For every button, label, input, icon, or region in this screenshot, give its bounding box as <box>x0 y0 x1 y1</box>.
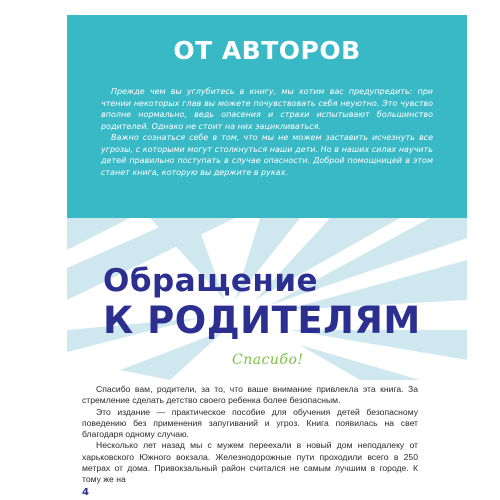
banner-text <box>101 86 433 178</box>
banner-paragraph: Прежде чем вы углубитесь в книгу, мы хотим вас предупредить: при чтении некоторых глав вы можете почувствовать себя неуютно. Это чувство вполне нормально, ведь опасения и страхи испытывают большинство родителей. Однако не стоит на них зацикливаться. <box>101 87 433 131</box>
section-heading-line-1: Обращение <box>103 263 319 299</box>
page-number: 4 <box>82 487 89 498</box>
body-text <box>82 384 418 486</box>
body-paragraph: Это издание — практическое пособие для обучения детей безопасному поведению без применения запугиваний и угроз. Книга появилась на свет благодаря одному случаю. <box>82 406 418 440</box>
banner-paragraph: Важно сознаться себе в том, что мы не можем заставить исчезнуть все угрозы, с которыми могут столкнуться наши дети. Но в наших силах научить детей правильно поступать в случае опасности. Доброй помощницей в этом станет книга, которую вы держите в руках. <box>101 133 433 177</box>
body-paragraph: Несколько лет назад мы с мужем переехали в новый дом неподалеку от харьковского Южного вокзала. Железнодорожные пути проходили всего в 250 метрах от дома. Привокзальный район считался не самым лучшим в городе. К тому же на <box>82 440 418 485</box>
thanks-handwriting: Спасибо! <box>232 352 304 368</box>
banner-title: ОТ АВТОРОВ <box>173 36 361 65</box>
ray <box>300 345 420 380</box>
body-paragraph: Спасибо вам, родители, за то, что ваше внимание привлекла эта книга. За стремление сделать детство своего ребенка более безопасным. <box>82 384 418 406</box>
section-heading-line-2: К РОДИТЕЛЯМ <box>103 299 421 342</box>
